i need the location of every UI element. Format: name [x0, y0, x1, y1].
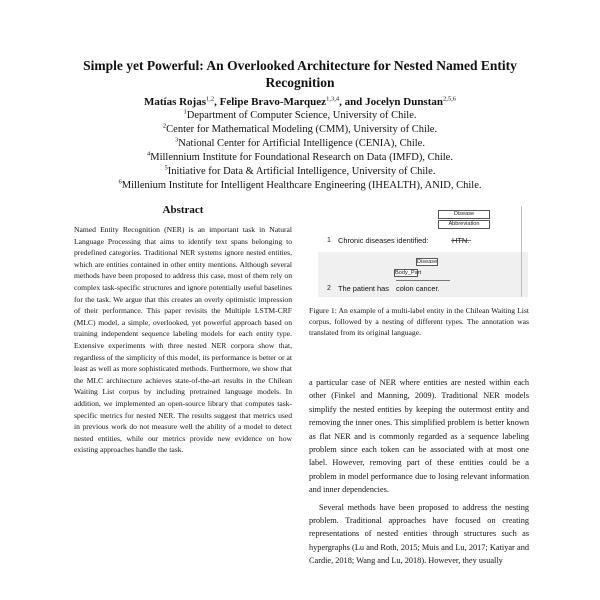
affiliation-superscript: 6	[118, 178, 122, 186]
author-superscript: 2,5,6	[443, 95, 456, 103]
figure-1	[318, 206, 528, 297]
line-number: 2	[327, 285, 331, 292]
affiliation	[40, 109, 560, 123]
affiliation-superscript: 1	[183, 108, 187, 116]
figure-caption: Figure 1: An example of a multi-label entity in the Chilean Waiting List corpus, followed by a nesting of different types. The annotation was translated from its original language.	[309, 306, 529, 338]
affiliation-text: Millennium Institute for Foundational Research on Data (IMFD), Chile.	[150, 152, 453, 163]
affiliation-text: Initiative for Data & Artificial Intelligence, University of Chile.	[167, 166, 436, 177]
entity-text: HTN.	[452, 236, 470, 245]
affiliation-superscript: 4	[147, 150, 151, 158]
entity-text: colon cancer.	[396, 284, 440, 293]
entity-tag-disease: Disease	[417, 259, 438, 265]
author-list	[40, 95, 560, 109]
paragraph: Several methods have been proposed to address the nesting problem. Traditional approaches have focused on creating representations of nested entities through structures such as hypergraphs (Lu and Roth, 2015; Muis and Lu, 2017; Katiyar and Cardie, 2018; Wang and Lu, 2018). However, they usually	[309, 502, 529, 566]
affiliation	[40, 123, 560, 137]
affiliation	[40, 179, 560, 193]
abstract-text: Named Entity Recognition (NER) is an important task in Natural Language Processing that aims to identify text spans belonging to predefined categories. Traditional NER systems ignore nested entities, which are entities contained in other entity mentions. Although several methods have been proposed to address this case, most of them rely on complex task-specific structures and ignore potentially useful baselines for the task. We argue that this creates an overly optimistic impression of their performance. This paper revisits the Multiple LSTM-CRF (MLC) model, a simple, overlooked, yet powerful approach based on training independent sequence labeling models for each entity type. Extensive experiments with three nested NER corpora show that, regardless of the simplicity of this model, its performance is better or at least as well as more sophisticated methods. Furthermore, we show that the MLC architecture achieves state-of-the-art results in the Chilean Waiting List corpus by including pretrained language models. In addition, we implemented an open-source library that computes task-specific metrics for nested NER. The results suggest that metrics used in previous work do not measure well the ability of a model to detect nested entities, while our metrics provide new evidence on how existing approaches handle the task.	[74, 225, 292, 455]
affiliation-text: National Center for Artificial Intelligence (CENIA), Chile.	[178, 138, 425, 149]
entity-tag-disease: Disease	[438, 210, 490, 219]
author-superscript: 1,2	[206, 95, 215, 103]
affiliation-list	[40, 109, 560, 193]
paper-title	[40, 57, 560, 91]
example-sentence: Chronic diseases identified:	[338, 236, 429, 245]
affiliation-superscript: 3	[175, 136, 179, 144]
line-number: 1	[327, 237, 331, 244]
entity-tag-body-part: Body_Part	[395, 270, 422, 276]
author-separator: , and	[339, 96, 366, 108]
affiliation-text: Millenium Institute for Intelligent Healthcare Engineering (IHEALTH), ANID, Chile.	[121, 180, 482, 191]
example-sentence: The patient has	[338, 284, 389, 293]
entity-underline	[396, 280, 450, 281]
affiliation-superscript: 2	[162, 122, 167, 130]
title-line-2: Recognition	[265, 75, 335, 90]
figure-row-1	[318, 206, 528, 248]
affiliation-text: Department of Computer Science, University of Chile.	[186, 110, 417, 121]
author-name: Felipe Bravo-Marquez	[219, 96, 327, 108]
body-text	[309, 376, 529, 568]
entity-tag-abbreviation: Abbreviation	[438, 220, 490, 229]
figure-border	[521, 206, 522, 297]
affiliation-superscript: 5	[164, 164, 168, 172]
figure-row-2	[318, 252, 528, 297]
author-name: Matías Rojas	[143, 96, 207, 108]
author-name: Jocelyn Dunstan	[365, 96, 443, 108]
affiliation-text: Center for Mathematical Modeling (CMM), University of Chile.	[166, 124, 438, 135]
author-separator: ,	[214, 96, 220, 108]
paragraph: a particular case of NER where entities are nested within each other (Finkel and Manning, 2009). Traditional NER models simplify the nested entities by keeping the outermost entity and removing the inner ones. This simplified problem is better known as flat NER and is commonly regarded as a sequence labeling problem since each token can be associated with at most one label. However, removing part of these entities could be a problem in model performance due to losing relevant information and inner dependencies.	[309, 378, 529, 495]
affiliation	[40, 165, 560, 179]
title-line-1: Simple yet Powerful: An Overlooked Architecture for Nested Named Entity	[83, 58, 517, 73]
affiliation	[40, 151, 560, 165]
affiliation	[40, 137, 560, 151]
abstract-heading: Abstract	[162, 204, 204, 216]
author-superscript: 1,3,4	[326, 95, 340, 103]
